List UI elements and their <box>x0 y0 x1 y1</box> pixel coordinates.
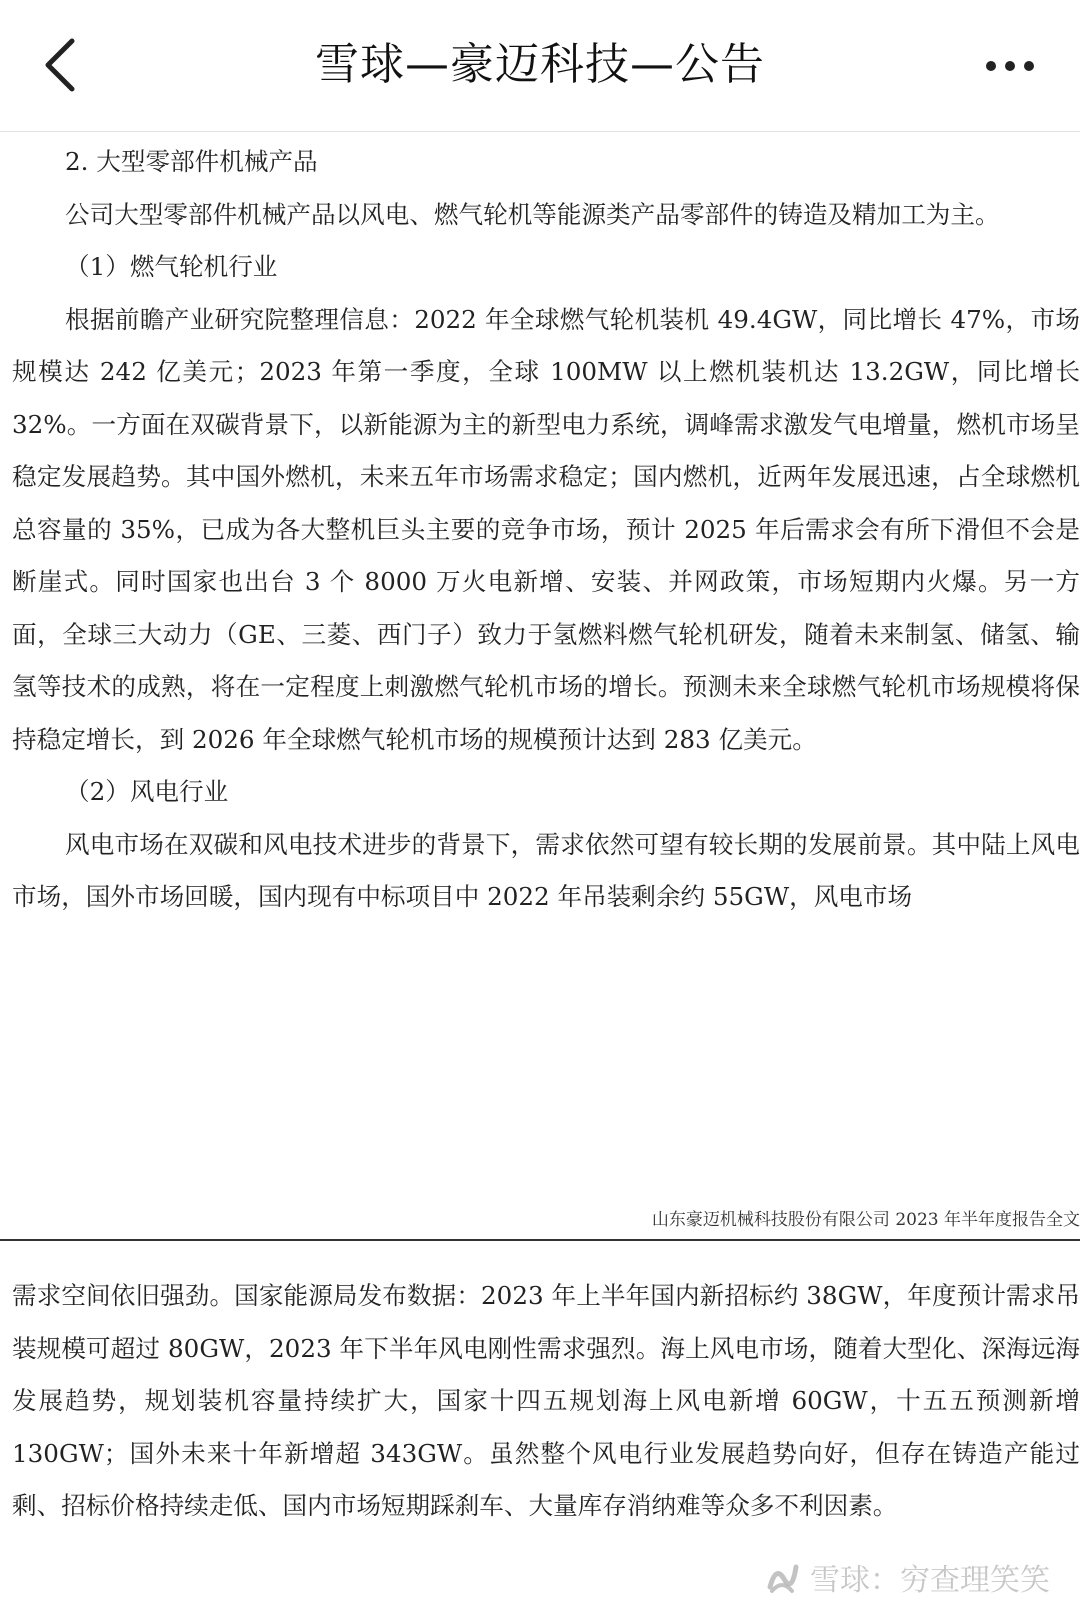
more-dots-icon <box>985 60 1035 72</box>
section-intro: 公司大型零部件机械产品以风电、燃气轮机等能源类产品零部件的铸造及精加工为主。 <box>65 199 1000 229</box>
subsection-heading-gas-turbine: （1）燃气轮机行业 <box>65 252 278 281</box>
page-footer <box>0 1195 1080 1241</box>
back-button[interactable] <box>30 30 90 100</box>
footer-text: 山东豪迈机械科技股份有限公司 2023 年半年度报告全文 <box>651 1210 1080 1230</box>
section-heading: 2. 大型零部件机械产品 <box>65 147 318 176</box>
wind-power-paragraph: 风电市场在双碳和风电技术进步的背景下，需求依然可望有较长期的发展前景。其中陆上风电市场，国外市场回暖，国内现有中标项目中 2022 年吊装剩余约 55GW，风电市场 <box>12 829 1080 911</box>
top-nav-bar <box>0 0 1080 132</box>
subsection-heading-wind-power: （2）风电行业 <box>65 777 229 806</box>
more-button[interactable] <box>970 36 1050 96</box>
gas-turbine-paragraph: 根据前瞻产业研究院整理信息：2022 年全球燃气轮机装机 49.4GW，同比增长 47%，市场规模达 242 亿美元；2023 年第一季度，全球 100MW 以上燃机装机达 13.2GW，同比增长 32%。一方面在双碳背景下，以新能源为主的新型电力系统，调峰需求激发气电增量，燃机市场呈稳定发展趋势。其中国外燃机，未来五年市场需求稳定；国内燃机，近两年发展迅速，占全球燃机总容量的 35%，已成为各大整机巨头主要的竞争市场，预计 2025 年后需求会有所下滑但不会是断崖式。同时国家也出台 3 个 8000 万火电新增、安装、并网政策，市场短期内火爆。另一方面，全球三大动力（GE、三菱、西门子）致力于氢燃料燃气轮机研发，随着未来制氢、储氢、输氢等技术的成熟，将在一定程度上刺激燃气轮机市场的增长。预测未来全球燃气轮机市场规模将保持稳定增长，到 2026 年全球燃气轮机市场的规模预计达到 283 亿美元。 <box>12 304 1080 754</box>
page-title: 雪球—豪迈科技—公告 <box>315 39 765 90</box>
document-page-1 <box>12 136 1080 911</box>
wind-power-paragraph-continued: 需求空间依旧强劲。国家能源局发布数据：2023 年上半年国内新招标约 38GW，年度预计需求吊装规模可超过 80GW，2023 年下半年风电刚性需求强烈。海上风电市场，随着大型化、深海远海发展趋势，规划装机容量持续扩大，国家十四五规划海上风电新增 60GW，十五五预测新增 130GW；国外未来十年新增超 343GW。虽然整个风电行业发展趋势向好，但存在铸造产能过剩、招标价格持续走低、国内市场短期踩刹车、大量库存消纳难等众多不利因素。 <box>12 1281 1080 1520</box>
watermark-text: 雪球：穷查理笑笑 <box>810 1563 1050 1598</box>
chevron-left-icon <box>42 37 78 93</box>
xueqiu-logo-icon <box>762 1557 802 1597</box>
watermark <box>762 1552 1050 1602</box>
